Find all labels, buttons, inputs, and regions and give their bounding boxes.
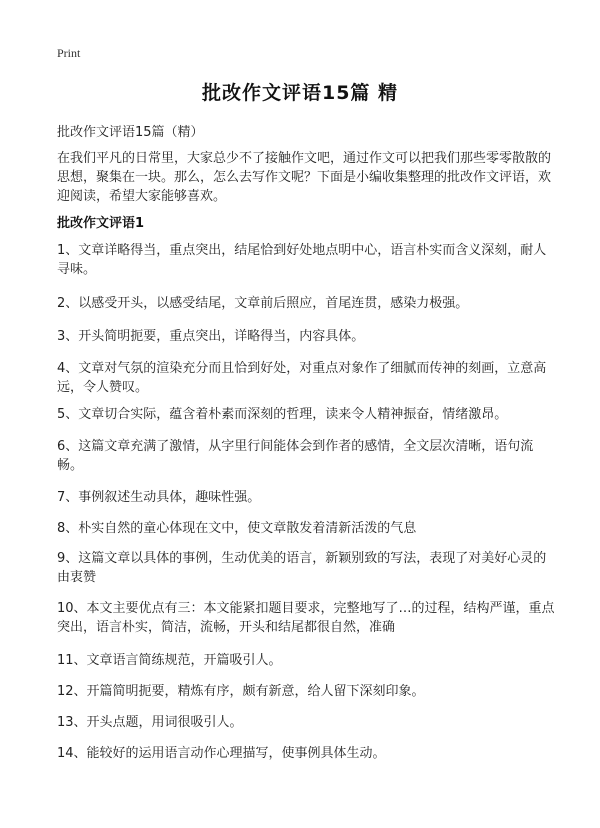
intro-paragraph: 在我们平凡的日常里，大家总少不了接触作文吧，通过作文可以把我们那些零零散散的思想，聚集在一块。那么，怎么去写作文呢？下面是小编收集整理的批改作文评语，欢迎阅读，希望大家能够喜欢。: [57, 151, 552, 204]
comment-item-14: 14、能较好的运用语言动作心理描写，使事例具体生动。: [57, 746, 386, 761]
document-title: 批改作文评语15篇 精: [201, 82, 399, 104]
comment-item-2: 2、以感受开头，以感受结尾，文章前后照应，首尾连贯，感染力极强。: [57, 296, 469, 311]
comment-item-4: 4、文章对气氛的渲染充分而且恰到好处，对重点对象作了细腻而传神的刻画，立意高远，令人赞叹。: [57, 361, 547, 395]
comment-item-5: 5、文章切合实际，蕴含着朴素而深刻的哲理，读来令人精神振奋，情绪激昂。: [57, 407, 508, 422]
comment-item-12: 12、开篇简明扼要，精炼有序，颇有新意，给人留下深刻印象。: [57, 684, 425, 699]
comment-item-1: 1、文章详略得当，重点突出，结尾恰到好处地点明中心，语言朴实而含义深刻，耐人寻味。: [57, 243, 547, 277]
print-label[interactable]: Print: [57, 46, 81, 60]
comment-item-11: 11、文章语言简练规范，开篇吸引人。: [57, 653, 282, 668]
comment-item-7: 7、事例叙述生动具体，趣味性强。: [57, 490, 261, 505]
comment-item-9: 9、这篇文章以具体的事例，生动优美的语言，新颖别致的写法，表现了对美好心灵的由衷赞: [57, 551, 547, 585]
comment-item-10: 10、本文主要优点有三：本文能紧扣题目要求，完整地写了…的过程，结构严谨，重点突出，语言朴实，简洁，流畅，开头和结尾都很自然，准确: [57, 601, 555, 635]
comment-item-13: 13、开头点题，用词很吸引人。: [57, 715, 243, 730]
document-subtitle: 批改作文评语15篇（精）: [57, 125, 204, 140]
comment-item-3: 3、开头简明扼要，重点突出，详略得当，内容具体。: [57, 329, 365, 344]
comment-item-8: 8、朴实自然的童心体现在文中，使文章散发着清新活泼的气息: [57, 521, 417, 536]
comment-item-6: 6、这篇文章充满了激情，从字里行间能体会到作者的感情，全文层次清晰，语句流畅。: [57, 439, 534, 473]
section-heading: 批改作文评语1: [57, 216, 145, 231]
